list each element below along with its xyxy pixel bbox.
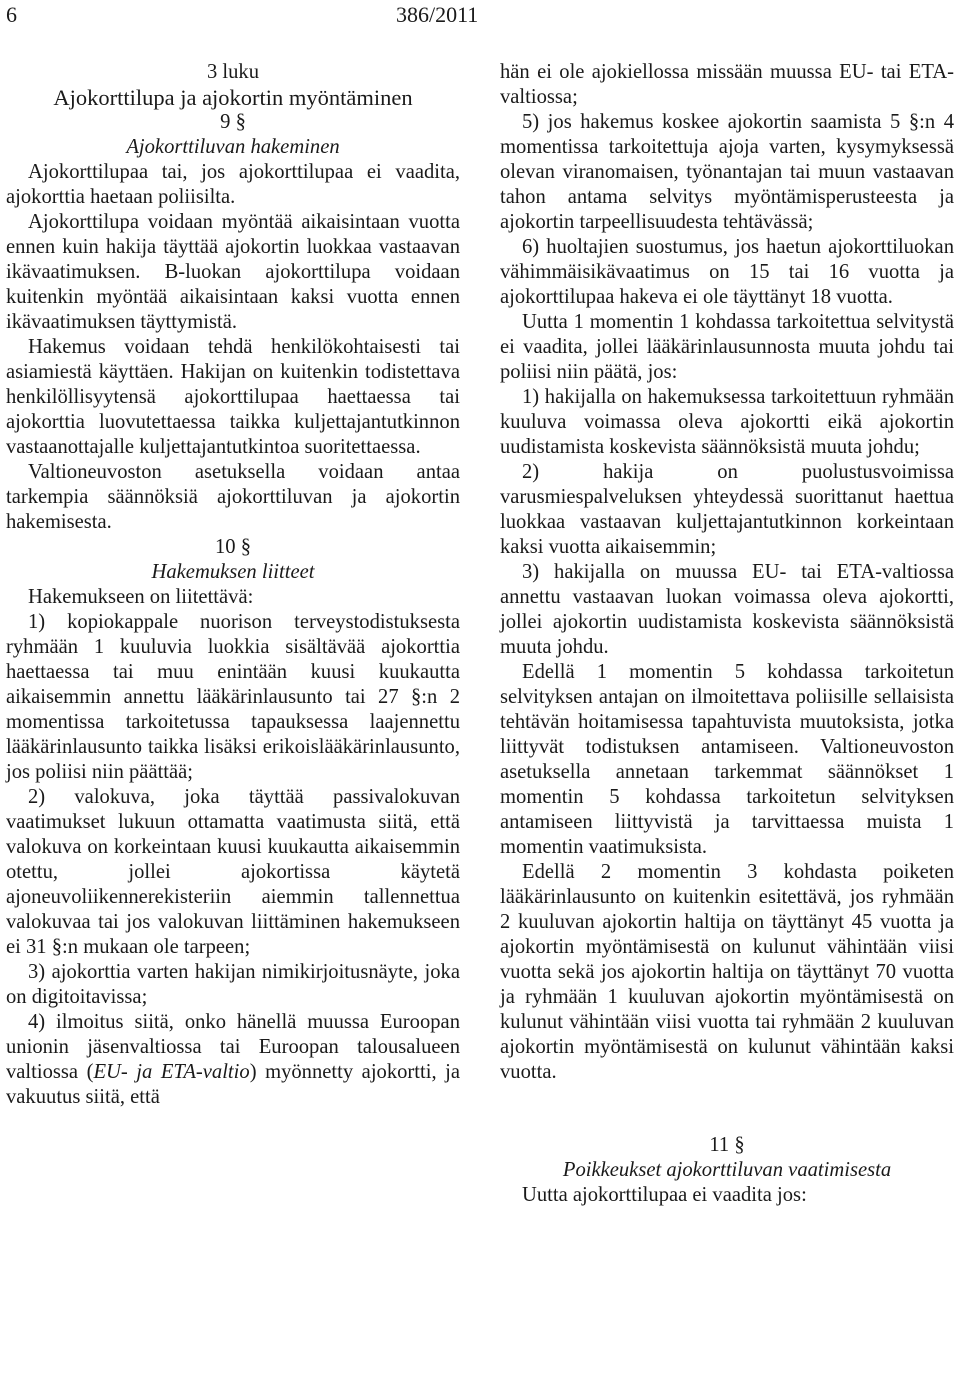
section-10-paragraph: Uutta 1 momentin 1 kohdassa tarkoitettua selvitystä ei vaadita, jollei lääkärinlausunnosta muuta johdu tai poliisi niin päätä, jos: <box>500 311 954 383</box>
section-10-paragraph: Edellä 1 momentin 5 kohdassa tarkoitetun selvityksen antajan on ilmoitettava poliisille sellaisista tehtävän hoitamisessa tapahtuvista muutoksista, jotka liittyvät todistuksen antamiseen. Valtioneuvoston asetuksella annetaan tarkemmat säännökset 1 momentin 5 kohdassa tarkoitetun selvityksen antamiseen liittyvistä ja tarvittaessa muista 1 momentin vaatimuksista. <box>500 661 954 858</box>
section-9-heading: Ajokorttiluvan hakeminen <box>126 136 340 158</box>
section-10-item <box>6 1010 460 1110</box>
section-10-item: 5) jos hakemus koskee ajokortin saamista 5 §:n 4 momentissa tarkoitettuja ajoja varten, kysymyksessä olevan viranomaisen, työnantajan tai muun vastaavan tahon antama selvitys myöntämisperusteesta ja ajokortin tarpeellisuudesta tehtävässä; <box>500 111 954 233</box>
section-10-item: 3) hakijalla on muussa EU- tai ETA-valtiossa annettu vastaavan luokan voimassa oleva ajokortti, jollei ajokortin uudistamista koskevista säännöksistä muuta johdu. <box>500 561 954 658</box>
right-column <box>500 60 954 1208</box>
page-number: 6 <box>6 2 17 27</box>
section-10-paragraph: Hakemukseen on liitettävä: <box>28 586 254 608</box>
section-10-paragraph: Edellä 2 momentin 3 kohdasta poiketen lääkärinlausunto on kuitenkin esitettävä, jos ryhmään 2 kuuluvan ajokortin haltija on täyttänyt 45 vuotta ja ajokortin myöntämisestä on kulunut vähintään viisi vuotta sekä jos ajokortin haltija on täyttänyt 70 vuotta ja ryhmään 1 kuuluvan ajokortin myöntämisestä on kulunut vähintään viisi vuotta tai ryhmään 2 kuuluvan ajokortin myöntämisestä on kulunut vähintään kaksi vuotta. <box>500 861 954 1083</box>
left-column <box>6 60 460 1110</box>
chapter-label: 3 luku <box>206 61 260 83</box>
statute-number: 386/2011 <box>396 2 479 27</box>
section-9-paragraph: Ajokorttilupaa tai, jos ajokorttilupaa ei vaadita, ajokorttia haetaan poliisilta. <box>6 161 460 208</box>
section-10-item: 2) valokuva, joka täyttää passivalokuvan vaatimukset lukuun ottamatta vaatimusta siitä, että valokuva on korkeintaan kuusi kuukautta aikaisemmin otettu, jollei ajokortissa käytetä ajoneuvoliikennerekisteriin aiemmin tallennettua valokuvaa tai jos valokuvan liittäminen hakemukseen ei 31 §:n mukaan ole tarpeen; <box>6 786 460 958</box>
section-9-number: 9 § <box>220 111 246 133</box>
section-10-item: 3) ajokorttia varten hakijan nimikirjoitusnäyte, joka on digitoitavissa; <box>6 961 460 1008</box>
section-11-paragraph: Uutta ajokorttilupaa ei vaadita jos: <box>522 1184 807 1206</box>
section-10-heading: Hakemuksen liitteet <box>151 561 315 583</box>
continued-paragraph: hän ei ole ajokiellossa missään muussa EU- tai ETA-valtiossa; <box>500 61 954 108</box>
item-4-text-a: 4) ilmoitus siitä, onko hänellä muussa Euroopan unionin jäsenvaltiossa tai Euroopan talousalueen valtiossa ( <box>6 1011 460 1083</box>
section-10-item: 6) huoltajien suostumus, jos haetun ajokorttiluokan vähimmäisikävaatimus on 15 tai 16 vuotta ja ajokorttilupaa hakeva ei ole täyttänyt 18 vuotta. <box>500 236 954 308</box>
section-10-item: 2) hakija on puolustusvoimissa varusmiespalveluksen yhteydessä suorittanut haettua luokkaa vastaavan kuljettajantutkinnon korkeintaan kaksi vuotta aikaisemmin; <box>500 461 954 558</box>
item-4-italic-term: EU- ja ETA-valtio <box>93 1061 250 1083</box>
section-10-item: 1) kopiokappale nuorison terveystodistuksesta ryhmään 1 kuuluvia luokkia sisältävää ajokorttia haettaessa tai muu enintään kuusi kuukautta aikaisemmin annettu lääkärinlausunto tai 27 §:n 2 momentissa tarkoitetussa tapauksessa laajennettu lääkärinlausunto taikka lisäksi erikoislääkärinlausunto, jos poliisi niin päättää; <box>6 611 460 783</box>
section-9-paragraph: Ajokorttilupa voidaan myöntää aikaisintaan vuotta ennen kuin hakija täyttää ajokortin luokkaa vastaavan ikävaatimuksen. B-luokan ajokorttilupa voidaan kuitenkin myöntää aikaisintaan kaksi vuotta ennen ikävaatimuksen täyttymistä. <box>6 211 460 333</box>
section-11-heading: Poikkeukset ajokorttiluvan vaatimisesta <box>562 1159 892 1181</box>
section-10-number: 10 § <box>214 536 252 558</box>
section-11-number: 11 § <box>709 1134 745 1156</box>
chapter-title: Ajokorttilupa ja ajokortin myöntäminen <box>53 85 413 110</box>
section-9-paragraph: Hakemus voidaan tehdä henkilökohtaisesti tai asiamiestä käyttäen. Hakijan on kuitenkin todistettava henkilöllisyytensä ajokorttilupaa haettaessa tai ajokorttia luovutettaessa taikka kuljettajantutkinnon vastaanottajalle kuljettajantutkintoa suoritettaessa. <box>6 336 460 458</box>
section-9-paragraph: Valtioneuvoston asetuksella voidaan antaa tarkempia säännöksiä ajokorttiluvan ja ajokortin hakemisesta. <box>6 461 460 533</box>
section-10-item: 1) hakijalla on hakemuksessa tarkoitettuun ryhmään kuuluva voimassa oleva ajokortti eikä ajokortin uudistamista koskevista säännöksistä muuta johdu; <box>500 386 954 458</box>
item-4-text-b: ) myönnetty ajokortti, ja vakuutus siitä, että <box>6 1061 460 1108</box>
